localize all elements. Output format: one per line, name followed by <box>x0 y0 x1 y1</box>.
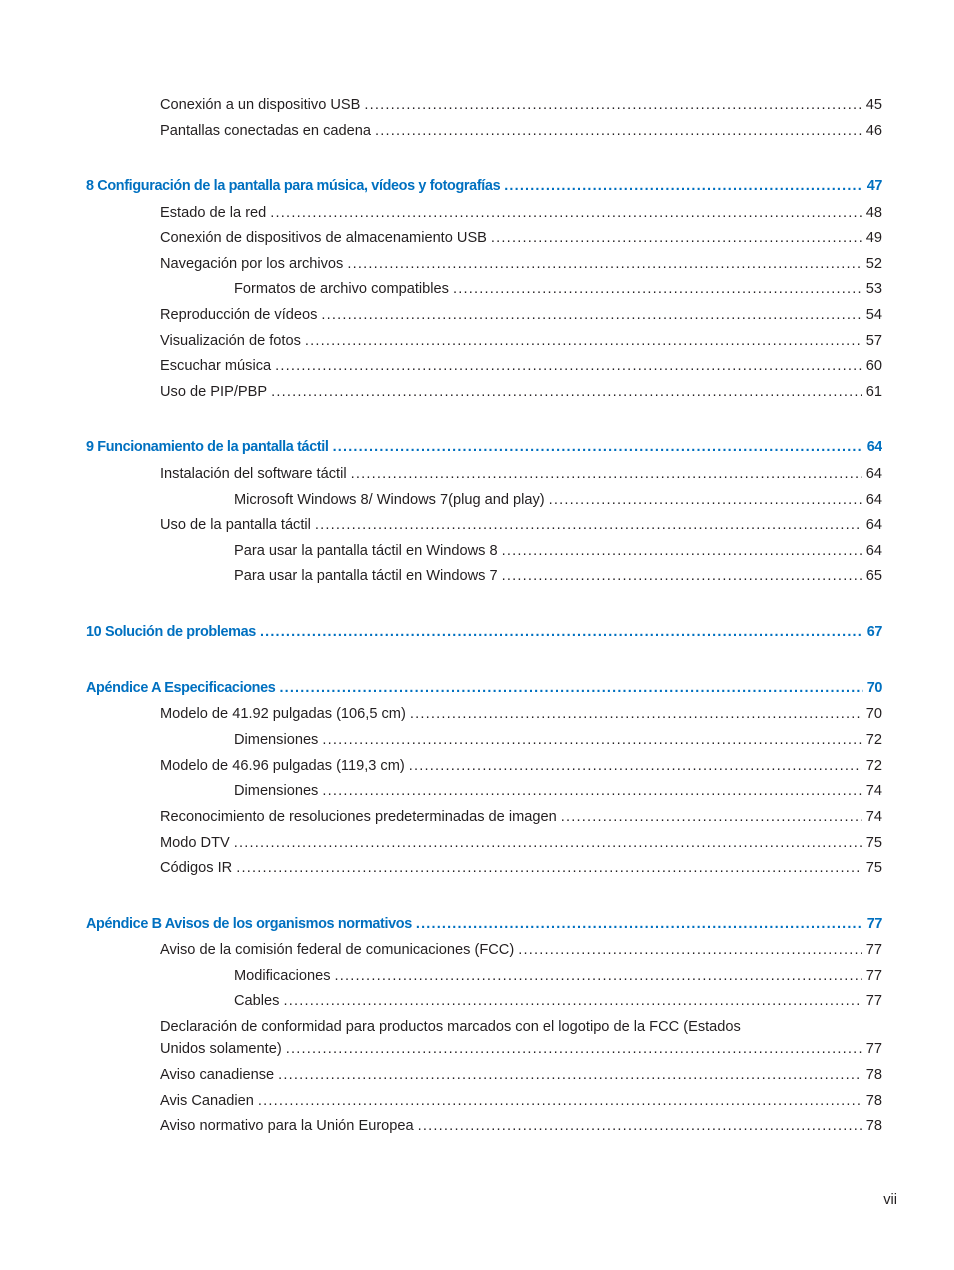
toc-entry-page: 64 <box>865 466 882 482</box>
toc-entry[interactable] <box>160 332 882 350</box>
toc-entry[interactable] <box>160 834 882 852</box>
toc-entry-page: 45 <box>865 97 882 113</box>
toc-entry-title: 10 Solución de problemas <box>86 624 256 640</box>
toc-entry-title-line: Declaración de conformidad para productos marcados con el logotipo de la FCC (Estados <box>160 1019 741 1035</box>
toc-entry[interactable] <box>234 567 882 585</box>
dot-leader <box>278 1066 862 1084</box>
toc-entry[interactable] <box>160 306 882 324</box>
toc-entry-title: Pantallas conectadas en cadena <box>160 123 371 139</box>
toc-entry-title: Para usar la pantalla táctil en Windows 8 <box>234 543 498 559</box>
toc-entry[interactable] <box>234 967 882 985</box>
dot-leader <box>549 491 862 509</box>
toc-entry[interactable] <box>160 941 882 959</box>
dot-leader <box>321 306 861 324</box>
toc-entry[interactable] <box>234 731 882 749</box>
dot-leader <box>410 705 862 723</box>
toc-entry-title: Para usar la pantalla táctil en Windows 7 <box>234 568 498 584</box>
dot-leader <box>236 859 862 877</box>
toc-entry-page: 77 <box>865 942 882 958</box>
toc-entry-title: Navegación por los archivos <box>160 256 344 272</box>
toc-entry-title: Reconocimiento de resoluciones predeterminadas de imagen <box>160 809 557 825</box>
toc-entry[interactable] <box>160 808 882 826</box>
toc-entry-title: Apéndice B Avisos de los organismos normativos <box>86 916 412 932</box>
dot-leader <box>270 204 861 222</box>
toc-entry-title: Instalación del software táctil <box>160 466 347 482</box>
toc-entry[interactable] <box>160 383 882 401</box>
toc-entry-title: Cables <box>234 993 280 1009</box>
toc-entry-title: Dimensiones <box>234 783 319 799</box>
toc-entry-page: 78 <box>865 1093 882 1109</box>
dot-leader <box>258 1092 862 1110</box>
toc-entry-title: Estado de la red <box>160 205 267 221</box>
toc-entry-title: Conexión a un dispositivo USB <box>160 97 361 113</box>
dot-leader <box>504 177 862 195</box>
dot-leader <box>364 96 861 114</box>
toc-entry[interactable] <box>160 1018 882 1058</box>
dot-leader <box>286 1040 862 1058</box>
toc-entry-page: 72 <box>865 732 882 748</box>
toc-entry-title: Modificaciones <box>234 968 331 984</box>
toc-entry-page: 53 <box>865 281 882 297</box>
toc-entry-title: Avis Canadien <box>160 1093 254 1109</box>
toc-entry-title: 8 Configuración de la pantalla para música, vídeos y fotografías <box>86 178 501 194</box>
toc-entry-page: 77 <box>865 1041 882 1057</box>
toc-entry-title: Dimensiones <box>234 732 319 748</box>
toc-entry-page: 64 <box>865 517 882 533</box>
toc-entry-page: 54 <box>865 307 882 323</box>
toc-entry[interactable] <box>160 96 882 114</box>
toc-entry-page: 46 <box>865 123 882 139</box>
toc-entry-page: 75 <box>865 860 882 876</box>
toc-entry[interactable] <box>234 992 882 1010</box>
toc-entry-page: 78 <box>865 1067 882 1083</box>
toc-entry-page: 64 <box>866 439 882 455</box>
dot-leader <box>561 808 862 826</box>
toc-entry-page: 78 <box>865 1118 882 1134</box>
toc-entry-title: Visualización de fotos <box>160 333 301 349</box>
toc-entry[interactable] <box>160 465 882 483</box>
toc-entry[interactable] <box>160 357 882 375</box>
toc-chapter-entry[interactable] <box>86 915 882 933</box>
toc-entry-page: 74 <box>865 809 882 825</box>
toc-entry[interactable] <box>160 757 882 775</box>
toc-entry-page: 77 <box>865 993 882 1009</box>
toc-entry-page: 57 <box>865 333 882 349</box>
toc-entry[interactable] <box>160 1092 882 1110</box>
toc-entry[interactable] <box>160 122 882 140</box>
dot-leader <box>453 280 862 298</box>
toc-entry-page: 49 <box>865 230 882 246</box>
dot-leader <box>322 782 861 800</box>
toc-entry-title: Uso de PIP/PBP <box>160 384 268 400</box>
dot-leader <box>416 915 863 933</box>
toc-entry-page: 64 <box>865 492 882 508</box>
toc-entry-page: 61 <box>865 384 882 400</box>
toc-entry-title: Modelo de 46.96 pulgadas (119,3 cm) <box>160 758 405 774</box>
toc-entry[interactable] <box>160 516 882 534</box>
dot-leader <box>271 383 862 401</box>
toc-entry-page: 52 <box>865 256 882 272</box>
toc-entry[interactable] <box>160 255 882 273</box>
toc-entry-title: 9 Funcionamiento de la pantalla táctil <box>86 439 329 455</box>
toc-entry[interactable] <box>160 859 882 877</box>
toc-entry-title: Reproducción de vídeos <box>160 307 318 323</box>
dot-leader <box>518 941 862 959</box>
page-number: vii <box>883 1192 897 1208</box>
toc-entry-title: Escuchar música <box>160 358 272 374</box>
toc-entry-page: 75 <box>865 835 882 851</box>
toc-entry-title: Conexión de dispositivos de almacenamiento USB <box>160 230 487 246</box>
dot-leader <box>491 229 862 247</box>
toc-entry-page: 70 <box>866 680 882 696</box>
dot-leader <box>347 255 861 273</box>
toc-chapter-entry[interactable] <box>86 177 882 195</box>
toc-entry[interactable] <box>234 782 882 800</box>
toc-entry-page: 48 <box>865 205 882 221</box>
toc-entry-page: 60 <box>865 358 882 374</box>
toc-entry[interactable] <box>160 229 882 247</box>
toc-entry-page: 47 <box>866 178 882 194</box>
toc-entry-page: 67 <box>866 624 882 640</box>
toc-entry-title: Uso de la pantalla táctil <box>160 517 311 533</box>
dot-leader <box>333 438 863 456</box>
toc-entry-page: 65 <box>865 568 882 584</box>
toc-entry-page: 77 <box>865 968 882 984</box>
toc-entry[interactable] <box>160 1117 882 1135</box>
toc-entry-title: Aviso canadiense <box>160 1067 275 1083</box>
dot-leader <box>283 992 861 1010</box>
toc-entry-title: Microsoft Windows 8/ Windows 7(plug and play) <box>234 492 545 508</box>
dot-leader <box>315 516 862 534</box>
dot-leader <box>335 967 862 985</box>
dot-leader <box>418 1117 862 1135</box>
dot-leader <box>351 465 862 483</box>
toc-entry[interactable] <box>160 204 882 222</box>
toc-entry-title: Modo DTV <box>160 835 230 851</box>
dot-leader <box>502 542 862 560</box>
toc-entry-title: Aviso normativo para la Unión Europea <box>160 1118 414 1134</box>
toc-chapter-entry[interactable] <box>86 679 882 697</box>
toc-entry-page: 77 <box>866 916 882 932</box>
toc-entry[interactable] <box>160 705 882 723</box>
dot-leader <box>260 623 863 641</box>
dot-leader <box>305 332 862 350</box>
dot-leader <box>279 679 862 697</box>
toc-entry[interactable] <box>234 280 882 298</box>
toc-entry-page: 72 <box>865 758 882 774</box>
toc-entry-page: 64 <box>865 543 882 559</box>
dot-leader <box>409 757 862 775</box>
dot-leader <box>502 567 862 585</box>
dot-leader <box>322 731 861 749</box>
toc-chapter-entry[interactable] <box>86 438 882 456</box>
toc-entry-page: 70 <box>865 706 882 722</box>
toc-entry[interactable] <box>234 491 882 509</box>
toc-entry-page: 74 <box>865 783 882 799</box>
dot-leader <box>275 357 862 375</box>
toc-chapter-entry[interactable] <box>86 623 882 641</box>
toc-entry-title: Aviso de la comisión federal de comunicaciones (FCC) <box>160 942 515 958</box>
toc-entry[interactable] <box>160 1066 882 1084</box>
dot-leader <box>234 834 862 852</box>
toc-entry-title: Códigos IR <box>160 860 233 876</box>
toc-entry[interactable] <box>234 542 882 560</box>
toc-entry-title: Unidos solamente) <box>160 1041 282 1057</box>
toc-entry-title: Formatos de archivo compatibles <box>234 281 449 297</box>
toc-entry-title: Apéndice A Especificaciones <box>86 680 276 696</box>
toc-entry-title: Modelo de 41.92 pulgadas (106,5 cm) <box>160 706 406 722</box>
dot-leader <box>375 122 862 140</box>
